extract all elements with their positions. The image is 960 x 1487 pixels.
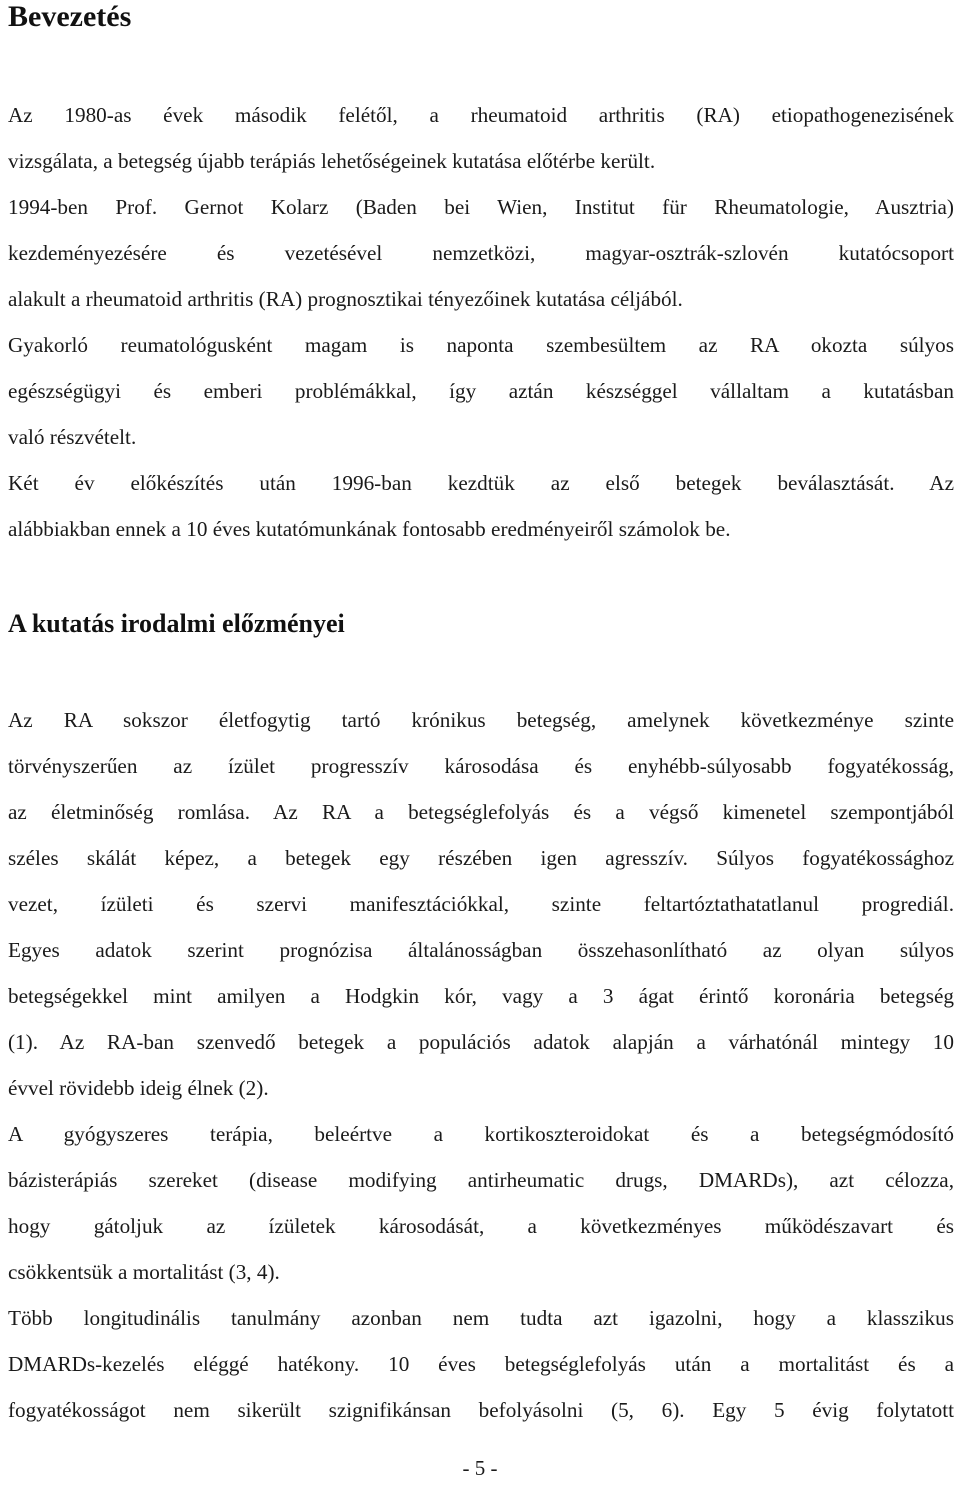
paragraph [8, 322, 954, 460]
text-line: bázisterápiás szereket (disease modifying antirheumatic drugs, DMARDs), azt célozza, [8, 1168, 954, 1192]
text-line: vizsgálata, a betegség újabb terápiás lehetőségeinek kutatása előtérbe került. [8, 149, 656, 173]
text-line: törvényszerűen az ízület progresszív károsodása és enyhébb-súlyosabb fogyatékosság, [8, 754, 954, 778]
text-line: széles skálát képez, a betegek egy részében igen agresszív. Súlyos fogyatékossághoz [8, 846, 954, 870]
section-body-introduction [8, 92, 954, 552]
text-line: fogyatékosságot nem sikerült szignifikánsan befolyásolni (5, 6). Egy 5 évig folytatott [8, 1398, 954, 1422]
text-line: az életminőség romlása. Az RA a betegséglefolyás és a végső kimenetel szempontjából [8, 800, 954, 824]
text-line: való részvételt. [8, 425, 137, 449]
section-body-literature [8, 697, 954, 1433]
text-line: Egyes adatok szerint prognózisa általánosságban összehasonlítható az olyan súlyos [8, 938, 954, 962]
text-line: egészségügyi és emberi problémákkal, így aztán készséggel vállaltam a kutatásban [8, 379, 954, 403]
text-line: vezet, ízületi és szervi manifesztációkkal, szinte feltartóztathatatlanul progrediál. [8, 892, 954, 916]
text-line: alakult a rheumatoid arthritis (RA) prognosztikai tényezőinek kutatása céljából. [8, 287, 683, 311]
section-heading-introduction: Bevezetés [8, 0, 132, 33]
text-line: Az 1980-as évek második felétől, a rheumatoid arthritis (RA) etiopathogenezisének [8, 103, 954, 127]
text-line: kezdeményezésére és vezetésével nemzetközi, magyar-osztrák-szlovén kutatócsoport [8, 241, 954, 265]
text-line: alábbiakban ennek a 10 éves kutatómunkának fontosabb eredményeiről számolok be. [8, 517, 731, 541]
paragraph [8, 460, 954, 552]
text-line: A gyógyszeres terápia, beleértve a kortikoszteroidokat és a betegségmódosító [8, 1122, 954, 1146]
page-number: - 5 - [462, 1456, 498, 1480]
text-line: DMARDs-kezelés eléggé hatékony. 10 éves betegséglefolyás után a mortalitást és a [8, 1352, 954, 1376]
paragraph [8, 92, 954, 322]
text-line: Az RA sokszor életfogytig tartó krónikus betegség, amelynek következménye szinte [8, 708, 954, 732]
paragraph [8, 1111, 954, 1295]
text-line: 1994-ben Prof. Gernot Kolarz (Baden bei Wien, Institut für Rheumatologie, Ausztria) [8, 195, 954, 219]
text-line: hogy gátoljuk az ízületek károsodását, a következményes működészavart és [8, 1214, 954, 1238]
text-line: Több longitudinális tanulmány azonban nem tudta azt igazolni, hogy a klasszikus [8, 1306, 954, 1330]
paragraph [8, 1295, 954, 1433]
text-line: évvel rövidebb ideig élnek (2). [8, 1076, 269, 1100]
paragraph [8, 697, 954, 1111]
text-line: (1). Az RA-ban szenvedő betegek a populációs adatok alapján a várhatónál mintegy 10 [8, 1030, 954, 1054]
text-line: Két év előkészítés után 1996-ban kezdtük az első betegek beválasztását. Az [8, 471, 954, 495]
text-line: Gyakorló reumatológusként magam is naponta szembesültem az RA okozta súlyos [8, 333, 954, 357]
text-line: betegségekkel mint amilyen a Hodgkin kór, vagy a 3 ágat érintő koronária betegség [8, 984, 954, 1008]
section-heading-literature: A kutatás irodalmi előzményei [8, 609, 345, 638]
text-line: csökkentsük a mortalitást (3, 4). [8, 1260, 280, 1284]
